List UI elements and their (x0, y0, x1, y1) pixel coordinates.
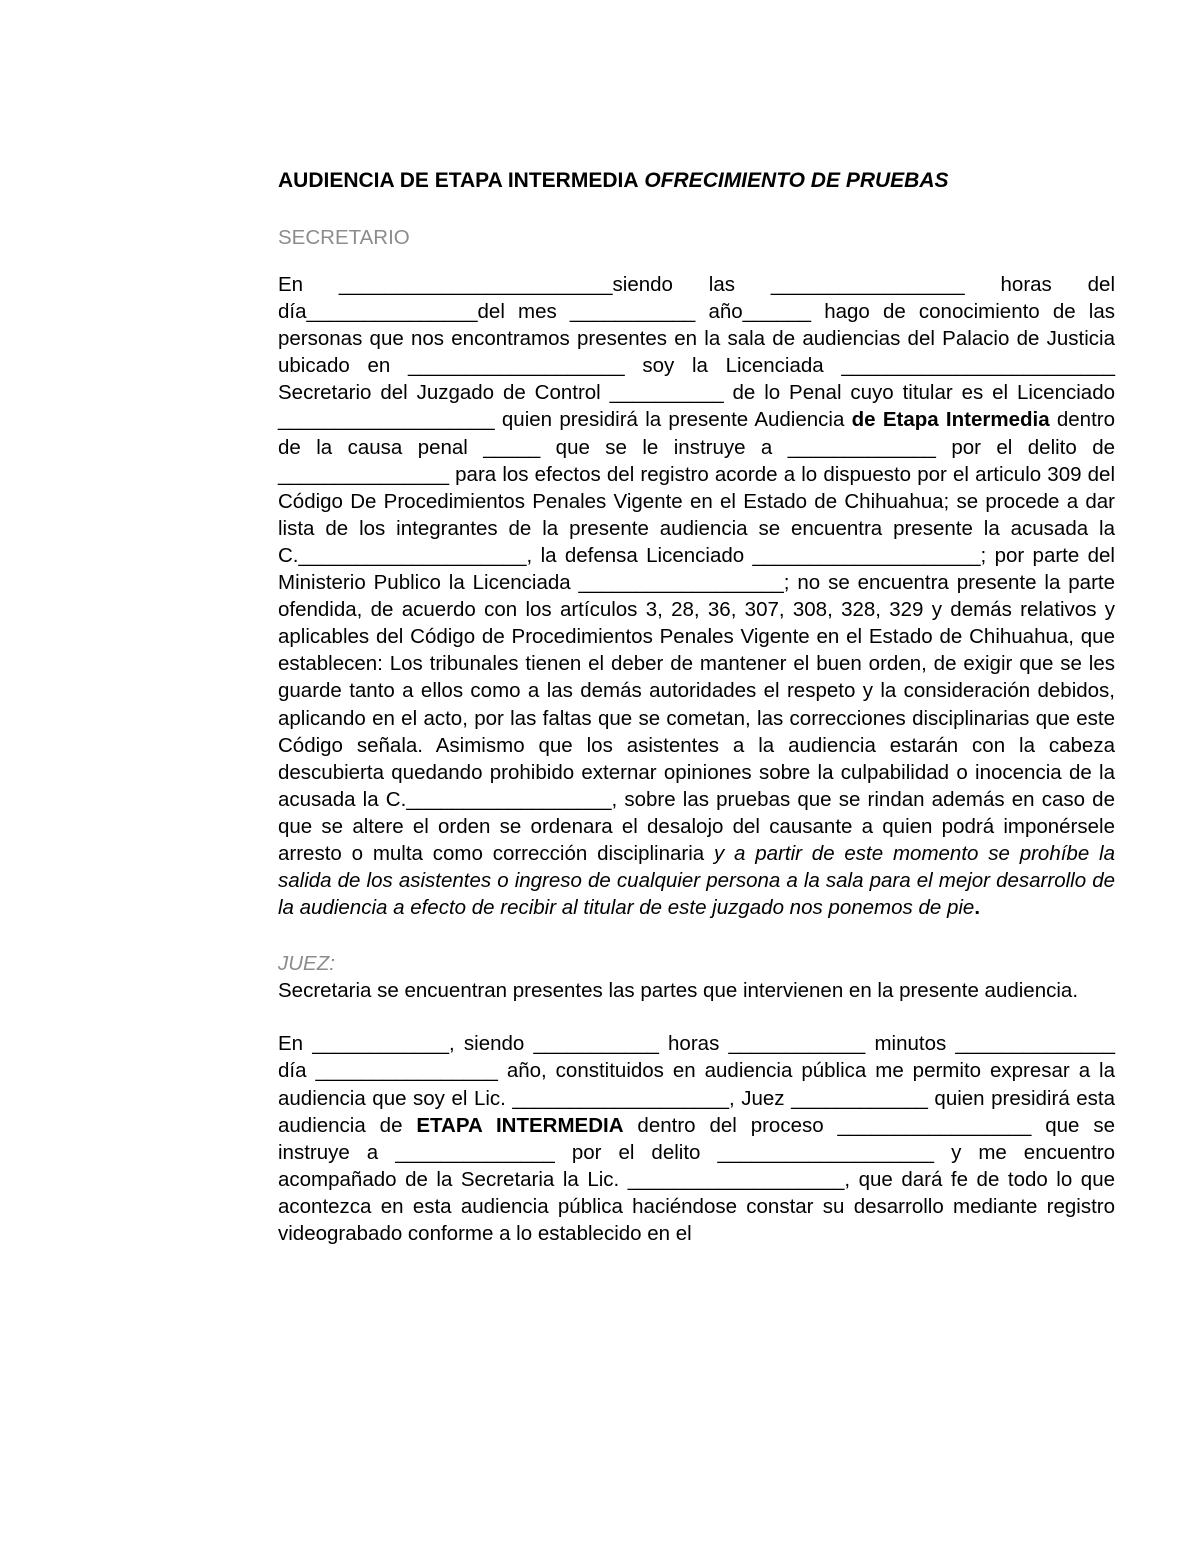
title-italic-part: OFRECIMIENTO DE PRUEBAS (644, 169, 949, 192)
paragraph-juez-1: Secretaria se encuentran presentes las partes que intervienen en la presente audiencia. (278, 979, 1079, 1003)
paragraph-italic-text: y a partir de este momento se prohíbe la salida de los asistentes o ingreso de cualquier persona a la sala para el mejor desarrollo de la audiencia a efecto de recibir al titular de este juzgado nos ponemos de pie (278, 841, 1115, 920)
document-title (278, 166, 1115, 196)
paragraph-bold-text: ETAPA INTERMEDIA (416, 1113, 624, 1137)
paragraph-text: En ________________________siendo las _________________ horas del día_______________del mes ___________ año______ hago de conocimiento de las personas que nos encontramos presentes en la sala de audiencias del Palacio de Justicia ubicado en ___________________ soy la Licenciada ________________________ Secretario del Juzgado de Control __________ de lo Penal cuyo titular es el Licenciado ___________________ quien presidirá la presente Audiencia (278, 273, 1115, 432)
speaker-secretario: SECRETARIO (278, 226, 410, 249)
paragraph-text: En ____________, siendo ___________ horas ____________ minutos ______________ día ________________ año, constituidos en audiencia pública me permito expresar a la audiencia que soy el Lic. ___________________, Juez ____________ quien presidirá esta audiencia de (278, 1032, 1115, 1137)
document-page (278, 166, 1115, 1247)
title-bold-part: AUDIENCIA DE ETAPA INTERMEDIA (278, 169, 639, 192)
paragraph-text: dentro de la causa penal _____ que se le instruye a _____________ por el delito de _______________ para los efectos del registro acorde a lo dispuesto por el articulo 309 del Código De Procedimientos Penales Vigente en el Estado de Chihuahua; se procede a dar lista de los integrantes de la presente audiencia se encuentra presente la acusada la C.____________________, la defensa Licenciado ____________________; por parte del Ministerio Publico la Licenciada __________________; no se encuentra presente la parte ofendida, de acuerdo con los artículos 3, 28, 36, 307, 308, 328, 329 y demás relativos y aplicables del Código de Procedimientos Penales Vigente en el Estado de Chihuahua, que establecen: Los tribunales tienen el deber de mantener el buen orden, de exigir que se les guarde tanto a ellos como a las demás autoridades el respeto y la consideración debidos, aplicando en el acto, por las faltas que se cometan, las correcciones disciplinarias que este Código señala. Asimismo que los asistentes a la audiencia estarán con la cabeza descubierta quedando prohibido externar opiniones sobre la culpabilidad o inocencia de la acusada la C.__________________, sobre las pruebas que se rindan además en caso de que se altere el orden se ordenara el desalojo del causante a quien podrá imponérsele arresto o multa como corrección disciplinaria (278, 408, 1115, 865)
paragraph-bold-text: de Etapa Intermedia (851, 408, 1050, 432)
speaker-juez: JUEZ: (278, 952, 335, 976)
paragraph-end-period: . (974, 896, 981, 920)
paragraph-secretario (278, 271, 1115, 921)
paragraph-juez-2 (278, 1030, 1115, 1247)
paragraph-text: dentro del proceso _________________ que se instruye a ______________ por el delito ___________________ y me encuentro acompañado de la Secretaria la Lic. ___________________, que dará fe de todo lo que acontezca en esta audiencia pública haciéndose constar su desarrollo mediante registro videograbado conforme a lo establecido en el (278, 1113, 1115, 1245)
